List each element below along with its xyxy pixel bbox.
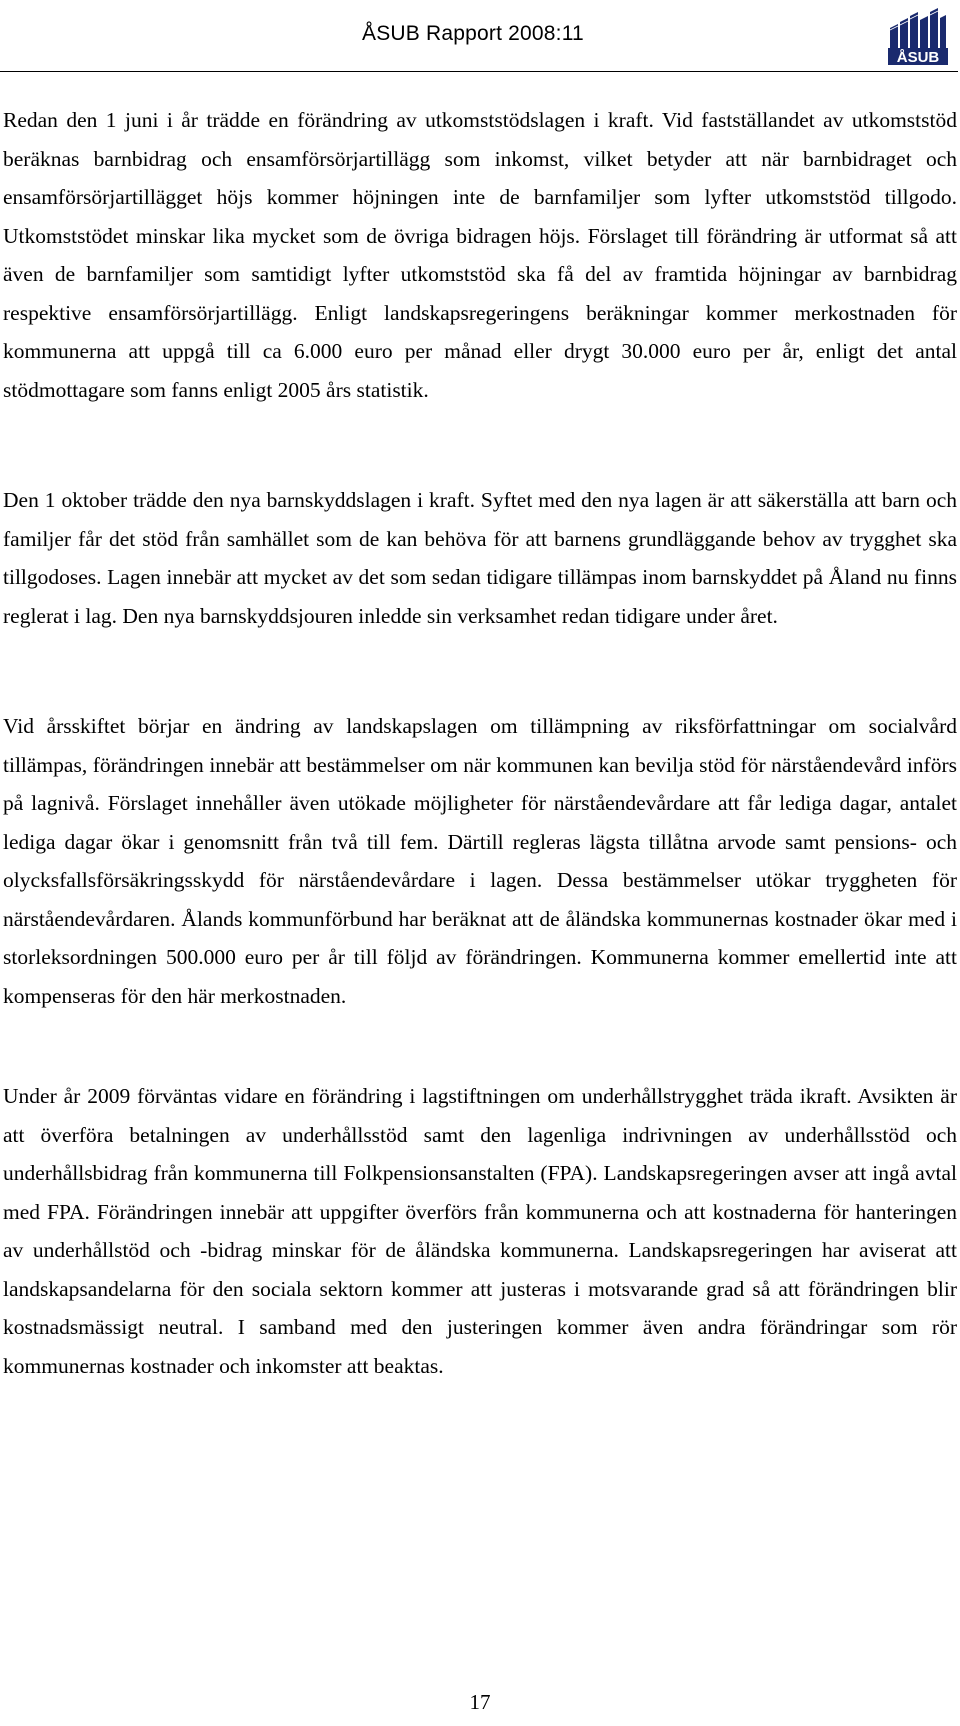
paragraph-4: Under år 2009 förväntas vidare en förändring i lagstiftningen om underhållstrygghet träda ikraft. Avsikten är att överföra betalningen av underhållsstöd samt den lagenliga indrivningen av underhållsstöd och underhållsbidrag från kommunerna till Folkpensionsanstalten (FPA). Landskapsregeringen avser att ingå avtal med FPA. Förändringen innebär att uppgifter överförs från kommunerna och att kostnaderna för hanteringen av underhållstöd och -bidrag minskar för de åländska kommunerna. Landskapsregeringen har aviserat att landskapsandelarna för den sociala sektorn kommer att justeras i motsvarande grad så att förändringen blir kostnadsmässigt neutral. I samband med den justeringen kommer även andra förändringar som rör kommunernas kostnader och inkomster att beaktas.	[3, 1084, 957, 1378]
logo-text: ÅSUB	[896, 49, 940, 66]
header-divider	[0, 71, 958, 72]
asub-logo-icon	[886, 6, 950, 66]
paragraph-3: Vid årsskiftet börjar en ändring av landskapslagen om tillämpning av riksförfattningar om socialvård tillämpas, förändringen innebär att bestämmelser om när kommunen kan bevilja stöd för närståendevård införs på lagnivå. Förslaget innehåller även utökade möjligheter för närståendevårdare att får lediga dagar, antalet lediga dagar ökar i genomsnitt från två till fem. Därtill regleras lägsta tillåtna arvode samt pensions- och olycksfallsförsäkringsskydd för närståendevårdare i lagen. Dessa bestämmelser utökar tryggheten för närståendevårdaren. Ålands kommunförbund har beräknat att de åländska kommunernas kostnader ökar med i storleksordningen 500.000 euro per år till följd av förändringen. Kommunerna kommer emellertid inte att kompenseras för den här merkostnaden.	[3, 714, 957, 1008]
page-header	[0, 0, 960, 78]
paragraph-1: Redan den 1 juni i år trädde en förändring av utkomststödslagen i kraft. Vid fastställandet av utkomststöd beräknas barnbidrag och ensamförsörjartillägg som inkomst, vilket betyder att när barnbidraget och ensamförsörjartillägget höjs kommer höjningen inte de barnfamiljer som lyfter utkomststöd tillgodo. Utkomststödet minskar lika mycket som de övriga bidragen höjs. Förslaget till förändring är utformat så att även de barnfamiljer som samtidigt lyfter utkomststöd ska få del av framtida höjningar av barnbidrag respektive ensamförsörjartillägg. Enligt landskapsregeringens beräkningar kommer merkostnaden för kommunerna att uppgå till ca 6.000 euro per månad eller drygt 30.000 euro per år, enligt det antal stödmottagare som fanns enligt 2005 års statistik.	[3, 108, 957, 402]
page-number: 17	[469, 1690, 491, 1714]
paragraph-2: Den 1 oktober trädde den nya barnskyddslagen i kraft. Syftet med den nya lagen är att säkerställa att barn och familjer får det stöd från samhället som de kan behöva för att barnens grundläggande behov av trygghet ska tillgodoses. Lagen innebär att mycket av det som sedan tidigare tillämpas inom barnskyddet på Åland nu finns reglerat i lag. Den nya barnskyddsjouren inledde sin verksamhet redan tidigare under året.	[3, 488, 957, 628]
report-title: ÅSUB Rapport 2008:11	[362, 22, 584, 45]
